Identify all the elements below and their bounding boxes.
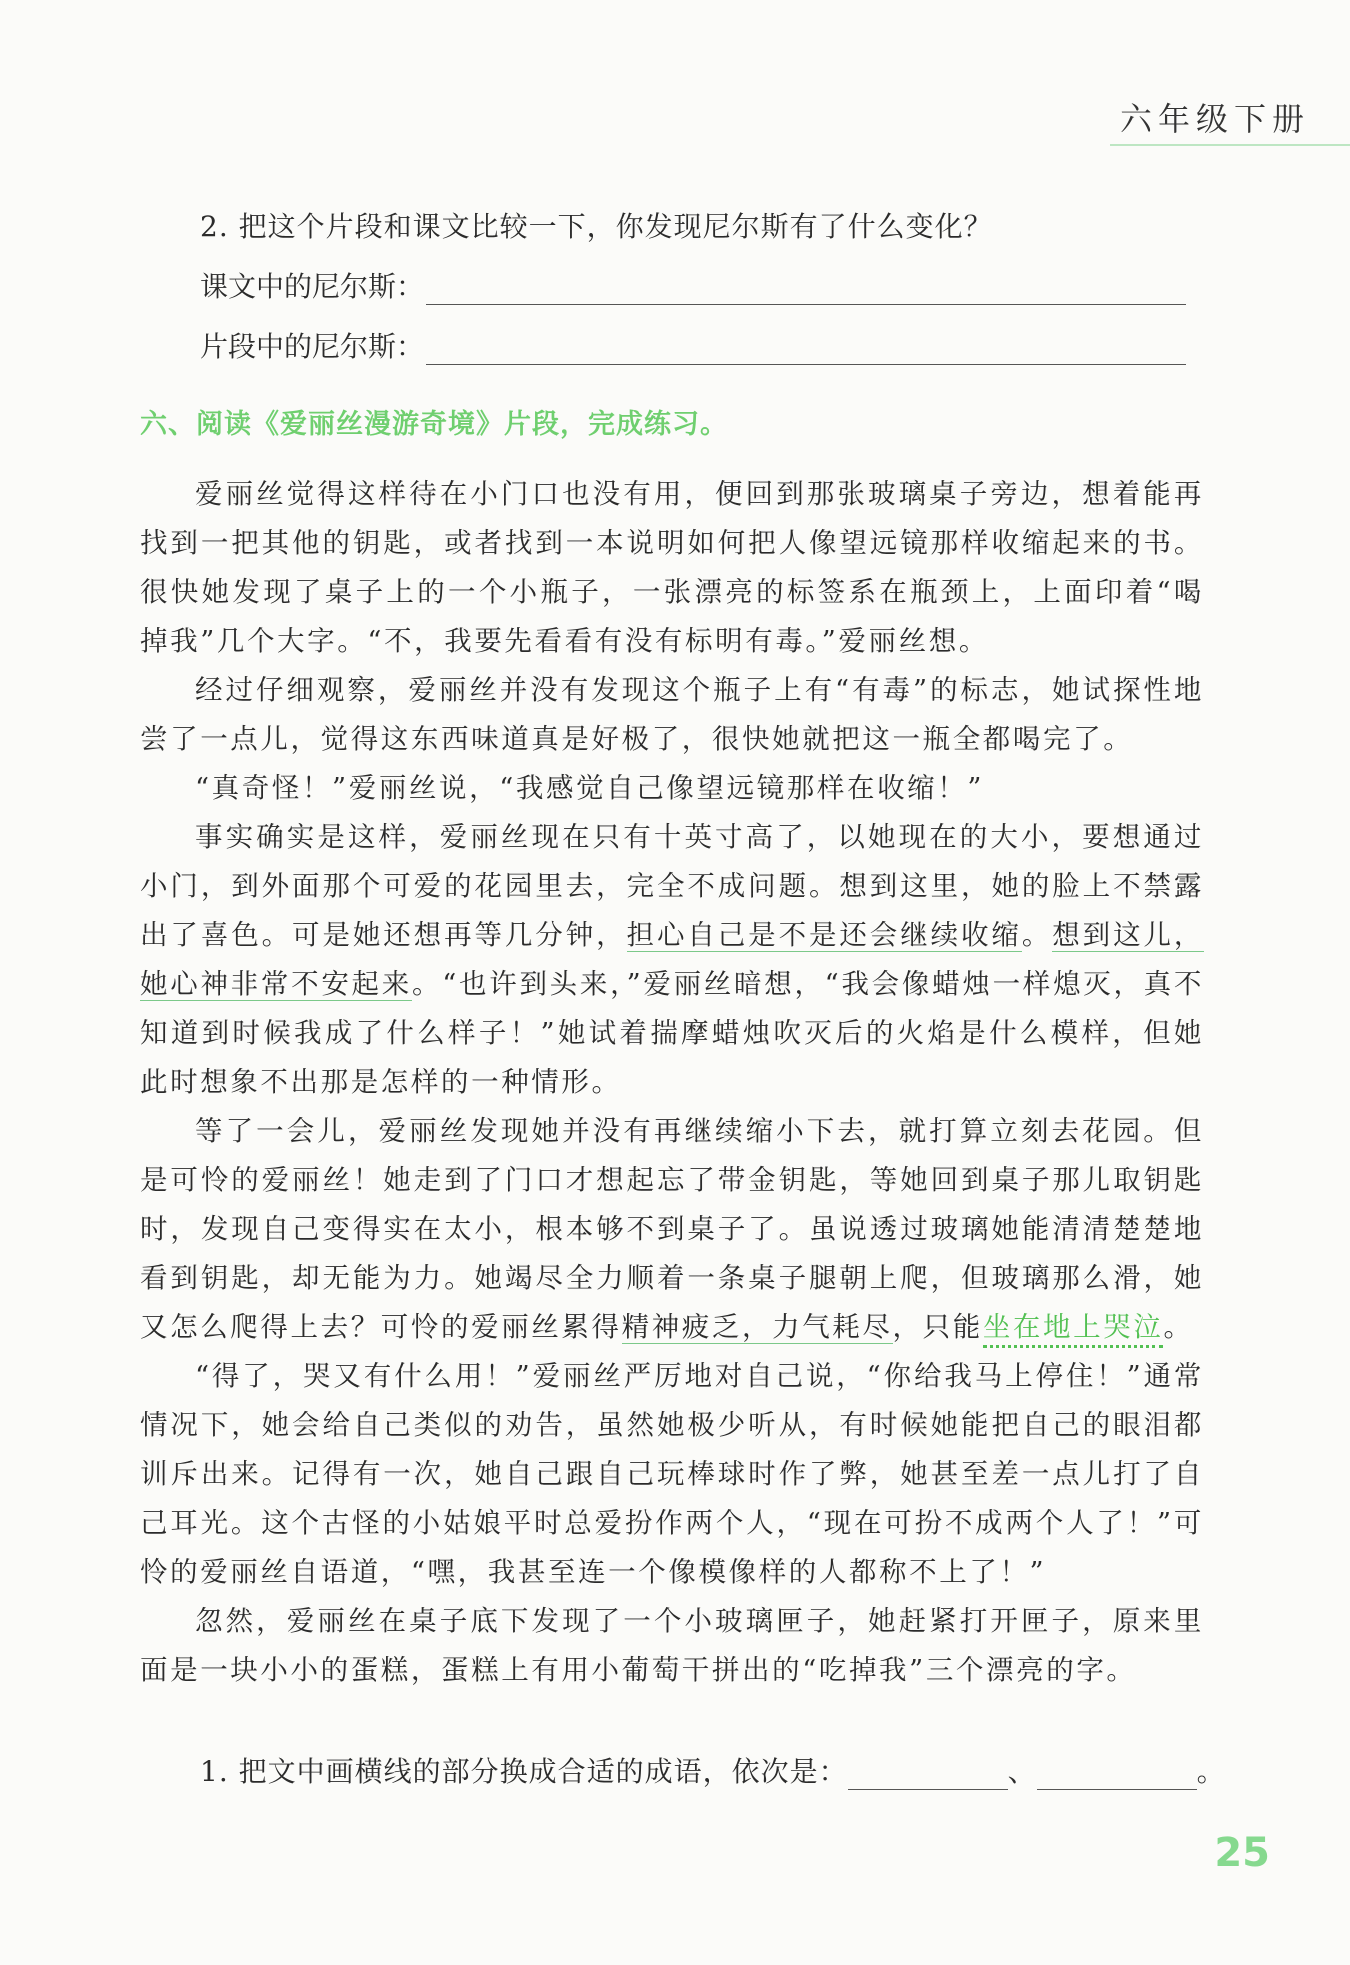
dotted-emphasis-phrase: 坐在地上哭泣	[983, 1311, 1164, 1348]
answer-line-text-nils[interactable]	[200, 265, 1186, 305]
answer-rule[interactable]	[426, 334, 1186, 365]
answer-label: 片段中的尼尔斯：	[200, 330, 425, 363]
underlined-phrase: 想到这儿，她心神非常不安起来	[140, 919, 1204, 1000]
answer-blank-1[interactable]	[848, 1759, 1008, 1790]
paragraph: 事实确实是这样，爱丽丝现在只有十英寸高了，以她现在的大小，要想通过小门，到外面那个可爱的花园里去，完全不成问题。想到这里，她的脸上不禁露出了喜色。可是她还想再等几分钟，担心自己是不是还会继续收缩。想到这儿，她心神非常不安起来。“也许到头来，”爱丽丝暗想，“我会像蜡烛一样熄灭，真不知道到时候我成了什么样子！”她试着揣摩蜡烛吹灭后的火焰是什么模样，但她此时想象不出那是怎样的一种情形。	[140, 821, 1204, 1098]
paragraph: “得了，哭又有什么用！”爱丽丝严厉地对自己说，“你给我马上停住！”通常情况下，她会给自己类似的劝告，虽然她极少听从，有时候她能把自己的眼泪都训斥出来。记得有一次，她自己跟自己玩棒球时作了弊，她甚至差一点儿打了自己耳光。这个古怪的小姑娘平时总爱扮作两个人，“现在可扮不成两个人了！”可怜的爱丽丝自语道，“嘿，我甚至连一个像模像样的人都称不上了！”	[140, 1360, 1204, 1588]
answer-blank-2[interactable]	[1037, 1759, 1197, 1790]
question-1-prompt: 1. 把文中画横线的部分换成合适的成语，依次是：	[200, 1755, 848, 1788]
answer-line-excerpt-nils[interactable]	[200, 325, 1186, 365]
paragraph: 等了一会儿，爱丽丝发现她并没有再继续缩小下去，就打算立刻去花园。但是可怜的爱丽丝！她走到了门口才想起忘了带金钥匙，等她回到桌子那儿取钥匙时，发现自己变得实在太小，根本够不到桌子了。虽说透过玻璃她能清清楚楚地看到钥匙，却无能为力。她竭尽全力顺着一条桌子腿朝上爬，但玻璃那么滑，她又怎么爬得上去？可怜的爱丽丝累得精神疲乏，力气耗尽，只能坐在地上哭泣。	[140, 1107, 1204, 1352]
reading-passage	[140, 470, 1204, 1695]
paragraph: 爱丽丝觉得这样待在小门口也没有用，便回到那张玻璃桌子旁边，想着能再找到一把其他的钥匙，或者找到一本说明如何把人像望远镜那样收缩起来的书。很快她发现了桌子上的一个小瓶子，一张漂亮的标签系在瓶颈上，上面印着“喝掉我”几个大字。“不，我要先看看有没有标明有毒。”爱丽丝想。	[140, 478, 1204, 657]
section-6-heading: 六、阅读《爱丽丝漫游奇境》片段，完成练习。	[140, 409, 728, 440]
underlined-phrase: 担心自己是不是还会继续收缩	[626, 919, 1022, 951]
answer-rule[interactable]	[426, 274, 1186, 305]
answer-label: 课文中的尼尔斯：	[200, 270, 425, 303]
grade-label: 六年级下册	[1119, 100, 1310, 138]
underlined-phrase: 精神疲乏，力气耗尽	[621, 1311, 893, 1343]
paragraph: 忽然，爱丽丝在桌子底下发现了一个小玻璃匣子，她赶紧打开匣子，原来里面是一块小小的蛋糕，蛋糕上有用小葡萄干拼出的“吃掉我”三个漂亮的字。	[140, 1605, 1204, 1686]
paragraph: “真奇怪！”爱丽丝说，“我感觉自己像望远镜那样在收缩！”	[195, 772, 985, 804]
page-number: 25	[1214, 1830, 1270, 1876]
paragraph: 经过仔细观察，爱丽丝并没有发现这个瓶子上有“有毒”的标志，她试探性地尝了一点儿，觉得这东西味道真是好极了，很快她就把这一瓶全都喝完了。	[140, 674, 1204, 755]
question-1: 1. 把文中画横线的部分换成合适的成语，依次是： 、 。	[200, 1750, 1226, 1790]
question-2-prompt: 2. 把这个片段和课文比较一下，你发现尼尔斯有了什么变化？	[200, 210, 993, 243]
